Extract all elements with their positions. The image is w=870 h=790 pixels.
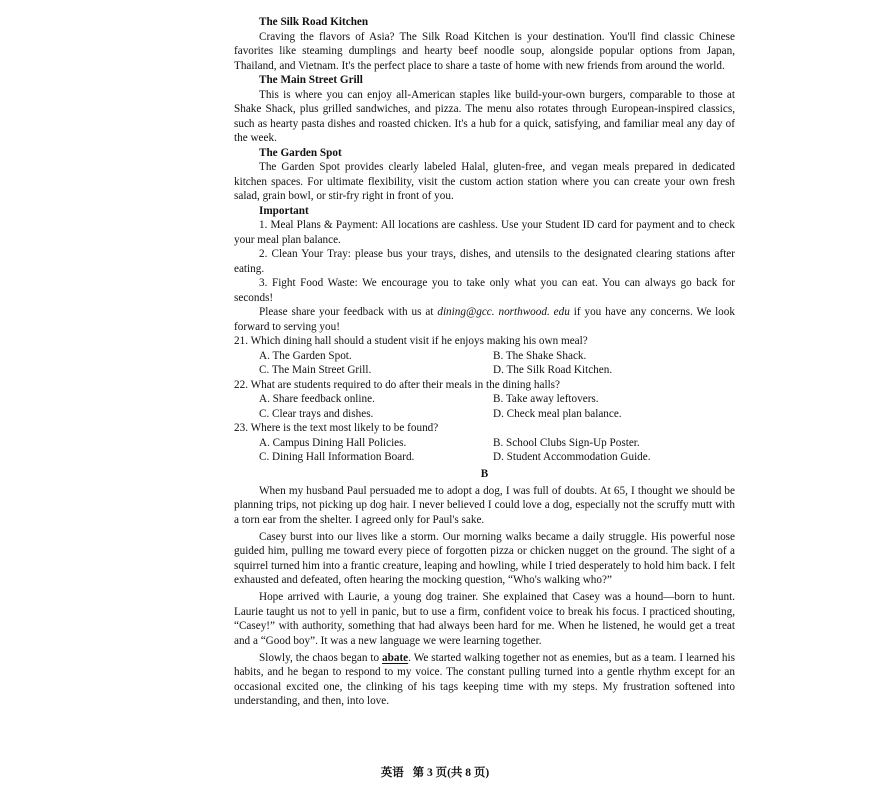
question-23-option-c: C. Dining Hall Information Board.: [259, 451, 415, 463]
question-22-stem: 22. What are students required to do after their meals in the dining halls?: [234, 378, 560, 391]
question-21-option-c: C. The Main Street Grill.: [259, 364, 372, 376]
paragraph-garden-spot: The Garden Spot provides clearly labeled Halal, gluten-free, and vegan meals prepared in dedicated kitchen spaces. For ultimate flexibility, visit the custom action station where you can create your own fresh salad, grain bowl, or stir-fry right in front of you.: [234, 161, 735, 202]
paragraph-main-street-grill: This is where you can enjoy all-American staples like build-your-own burgers, comparable to those at Shake Shack, plus grilled sandwiches, and pizza. The menu also rotates through European-inspired classics, such as hearty pasta dishes and roasted chicken. It's a hub for a quick, satisfying, and familiar meal any day of the week.: [234, 88, 735, 144]
question-23-stem: 23. Where is the text most likely to be found?: [234, 422, 439, 434]
passage-b-paragraph-2: Casey burst into our lives like a storm. Our morning walks became a daily struggle. His powerful nose guided him, pulling me toward every piece of forgotten pizza or chicken nugget on the ground. The sight of a squirrel turned him into a frantic creature, leaping and howling, while I tried desperately to hold him back. I felt exhausted and defeated, often hearing the mocking question, “Who's walking who?”: [234, 530, 735, 586]
footer-subject: 英语: [380, 767, 404, 779]
question-21-options-row-2: [234, 363, 735, 378]
question-22-option-b: B. Take away leftovers.: [493, 393, 599, 405]
question-21-option-d: D. The Silk Road Kitchen.: [493, 364, 613, 376]
question-23-option-a: A. Campus Dining Hall Policies.: [259, 436, 407, 449]
section-b-label: B: [480, 467, 489, 480]
page-footer: [0, 764, 870, 780]
question-22-option-d: D. Check meal plan balance.: [493, 407, 622, 420]
feedback-email: dining@gcc. northwood. edu: [437, 306, 570, 318]
question-22-options-row-1: [234, 392, 735, 407]
feedback-paragraph: [234, 305, 735, 334]
question-21-stem: 21. Which dining hall should a student visit if he enjoys making his own meal?: [234, 335, 588, 347]
heading-silk-road-kitchen: The Silk Road Kitchen: [259, 16, 369, 28]
important-item-3: 3. Fight Food Waste: We encourage you to take only what you can eat. You can always go back for seconds!: [234, 277, 735, 304]
underlined-word-abate: abate: [382, 651, 409, 664]
important-item-1: 1. Meal Plans & Payment: All locations are cashless. Use your Student ID card for payment and to check your meal plan balance.: [234, 219, 735, 246]
question-22-option-a: A. Share feedback online.: [259, 393, 375, 405]
question-21-options-row-1: [234, 349, 735, 364]
feedback-text-before: Please share your feedback with us at: [259, 306, 438, 318]
question-23-options-row-2: [234, 450, 735, 465]
question-22-option-c: C. Clear trays and dishes.: [259, 407, 374, 420]
question-22-options-row-2: [234, 407, 735, 422]
feedback-text-after: if you have any concerns. We look forward to serving you!: [234, 306, 735, 333]
question-23-options-row-1: [234, 436, 735, 451]
footer-page-number: 第 3 页(共 8 页): [412, 767, 490, 779]
question-21-option-a: A. The Garden Spot.: [259, 349, 352, 362]
paragraph-4-text-before: Slowly, the chaos began to: [259, 651, 383, 664]
paragraph-4-text-after: . We started walking together not as enemies, but as a team. I learned his habits, and he began to respond to my voice. The constant pulling turned into a gentle rhythm except for an occasional excited one, the clinking of his tags keeping time with my steps. My frustration softened into understanding, and then, into love.: [234, 651, 735, 707]
passage-b-paragraph-3: Hope arrived with Laurie, a young dog trainer. She explained that Casey was a hound—born to hunt. Laurie taught us not to yell in panic, but to use a firm, confident voice to break his focus. I practiced shouting, “Casey!” with authority, something that had always been hard for me. When he listened, he would get a treat and a “Good boy”. It was a new language we were learning together.: [234, 591, 735, 647]
passage-b-paragraph-1: When my husband Paul persuaded me to adopt a dog, I was full of doubts. At 65, I thought we should be planning trips, not picking up dog hair. I never believed I could love a dog, especially not the scruffy mutt with a torn ear from the shelter. I agreed only for Paul's sake.: [234, 484, 735, 526]
important-item-2: 2. Clean Your Tray: please bus your trays, dishes, and utensils to the designated clearing stations after eating.: [234, 248, 735, 275]
passage-b-paragraph-4: [234, 651, 735, 709]
paragraph-silk-road-kitchen: Craving the flavors of Asia? The Silk Road Kitchen is your destination. You'll find classic Chinese favorites like steaming dumplings and hearty beef noodle soup, alongside popular options from Japan, Thailand, and Vietnam. It's the perfect place to share a taste of home with new friends from around the world.: [234, 30, 735, 72]
page-content: [234, 15, 735, 709]
heading-garden-spot: The Garden Spot: [259, 146, 342, 159]
question-23-option-b: B. School Clubs Sign-Up Poster.: [493, 436, 640, 449]
question-21-option-b: B. The Shake Shack.: [493, 349, 587, 362]
heading-main-street-grill: The Main Street Grill: [259, 74, 363, 86]
heading-important: Important: [259, 204, 309, 217]
question-23-option-d: D. Student Accommodation Guide.: [493, 451, 651, 463]
